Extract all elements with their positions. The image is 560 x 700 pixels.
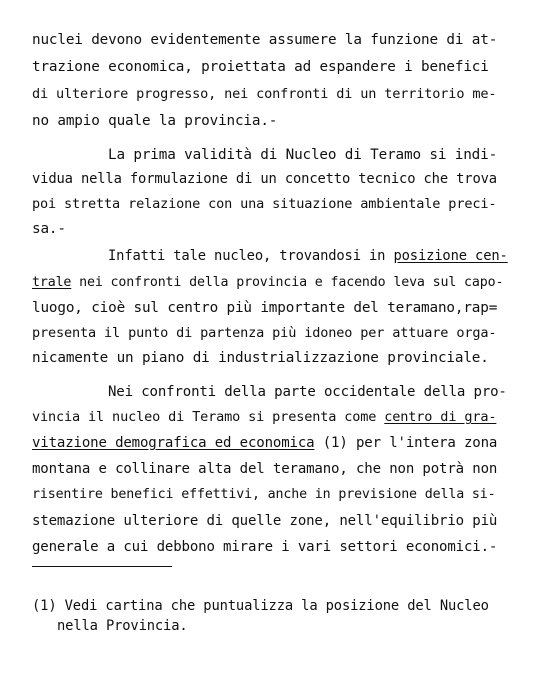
footnote-line: (1) Vedi cartina che puntualizza la posizione del Nucleo (32, 598, 489, 614)
footnote-line: nella Provincia. (57, 618, 188, 634)
text-line: luogo, cioè sul centro più importante del teramano,rap= (32, 300, 498, 316)
text-line: La prima validità di Nucleo di Teramo si indi- (108, 147, 498, 163)
text-line: trale nei confronti della provincia e facendo leva sul capo- (32, 275, 504, 290)
text-line: generale a cui debbono mirare i vari settori economici.- (32, 539, 498, 555)
text-line: vidua nella formulazione di un concetto tecnico che trova (32, 171, 497, 187)
text-line: risentire benefici effettivi, anche in previsione della si- (32, 487, 496, 502)
underlined-phrase: vitazione demografica ed economica (32, 435, 315, 451)
text-line: vitazione demografica ed economica (1) per l'intera zona (32, 435, 498, 451)
text-line: Infatti tale nucleo, trovandosi in posizione cen- (108, 248, 508, 264)
text-line: poi stretta relazione con una situazione ambientale preci- (32, 196, 497, 212)
text-line: di ulteriore progresso, nei confronti di un territorio me- (32, 86, 497, 102)
text-line: Nei confronti della parte occidentale della pro- (108, 384, 507, 400)
text-line: montana e collinare alta del teramano, che non potrà non (32, 461, 498, 477)
underlined-phrase: centro di gra- (384, 409, 497, 425)
text-line: sa.- (32, 221, 66, 237)
underlined-phrase: trale (32, 275, 72, 290)
text-line: trazione economica, proiettata ad espandere i benefici (32, 59, 489, 75)
text-line: presenta il punto di partenza più idoneo per attuare orga- (32, 325, 497, 341)
text-line: vincia il nucleo di Teramo si presenta come centro di gra- (32, 409, 497, 425)
text-line: stemazione ulteriore di quelle zone, nell'equilibrio più (32, 513, 498, 529)
footnote-divider (32, 566, 172, 567)
text-line: nuclei devono evidentemente assumere la funzione di at- (32, 32, 498, 48)
text-line: no ampio quale la provincia.- (32, 113, 278, 129)
underlined-phrase: posizione cen- (393, 248, 508, 264)
text-line: nicamente un piano di industrializzazione provinciale. (32, 350, 489, 366)
